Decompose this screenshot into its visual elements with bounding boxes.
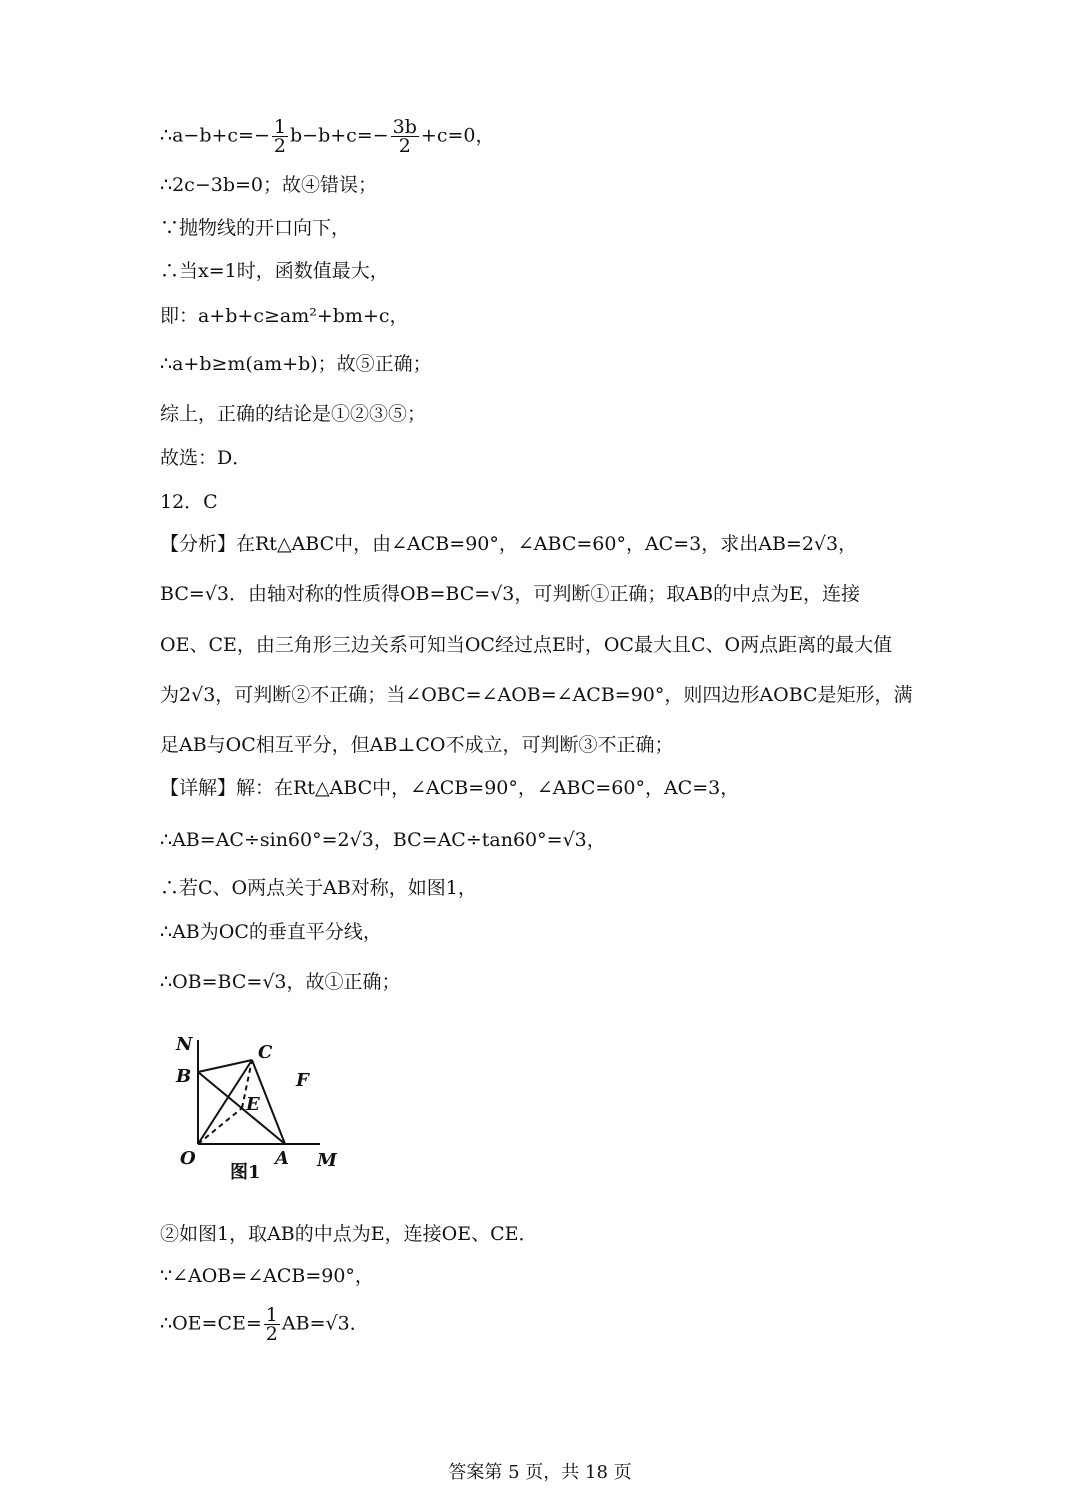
line-10: 【分析】在Rt△ABC中，由∠ACB=90°，∠ABC=60°，AC=3，求出AB=2√3， [160,533,858,555]
line-9: 12．C [160,491,218,513]
line-5: 即：a+b+c≥am²+bm+c， [160,305,409,327]
segment-OE-dashed [198,1108,242,1144]
line-1 [160,118,495,155]
line-16: ∴AB=AC÷sin60°=2√3，BC=AC÷tan60°=√3， [160,829,606,851]
label-C: C [258,1042,273,1063]
label-E: E [246,1094,260,1115]
line-18: ∴AB为OC的垂直平分线， [160,921,382,943]
label-B: B [176,1066,192,1087]
fraction-3b-over-2 [391,118,419,155]
line-2: ∴2c−3b=0；故④错误； [160,174,377,196]
figure-caption: 图1 [230,1162,261,1183]
line-14: 足AB与OC相互平分，但AB⊥CO不成立，可判断③不正确； [160,734,674,756]
line-19: ∴OB=BC=√3，故①正确； [160,971,401,993]
line-6: ∴a+b≥m(am+b)；故⑤正确； [160,353,432,375]
line-15: 【详解】解：在Rt△ABC中，∠ACB=90°，∠ABC=60°，AC=3， [160,777,740,799]
line-8: 故选：D． [160,447,252,469]
line-21: ∵∠AOB=∠ACB=90°， [160,1265,374,1287]
frac-num: 3b [392,116,417,138]
fraction-half [272,118,288,155]
line-13: 为2√3，可判断②不正确；当∠OBC=∠AOB=∠ACB=90°，则四边形AOBC是矩形，满 [160,684,913,706]
l22-pre: ∴OE=CE= [160,1312,262,1335]
frac-den: 2 [398,135,411,157]
l1-pre: ∴a−b+c=− [160,124,270,147]
page-footer: 答案第 5 页，共 18 页 [448,1462,632,1483]
label-N: N [176,1034,193,1055]
line-3: ∵抛物线的开口向下， [160,217,351,239]
fraction-half [264,1306,280,1343]
line-7: 综上，正确的结论是①②③⑤； [160,403,427,425]
line-4: ∴当x=1时，函数值最大， [160,260,389,282]
label-F: F [296,1070,309,1091]
segment-BC [198,1060,252,1072]
line-17: ∴若C、O两点关于AB对称，如图1， [160,877,477,899]
frac-num: 1 [265,1304,278,1326]
frac-den: 2 [265,1323,278,1345]
line-22 [160,1306,369,1343]
label-M: M [317,1150,337,1171]
l1-mid: b−b+c=− [290,124,389,147]
line-20: ②如图1，取AB的中点为E，连接OE、CE． [160,1223,538,1245]
label-A: A [275,1148,289,1169]
l1-post: +c=0， [420,124,495,147]
frac-num: 1 [273,116,286,138]
l22-post: AB=√3． [281,1312,369,1335]
label-O: O [180,1148,196,1169]
segment-OC [198,1060,252,1144]
line-11: BC=√3．由轴对称的性质得OB=BC=√3，可判断①正确；取AB的中点为E，连接 [160,583,860,605]
frac-den: 2 [273,135,286,157]
geometry-figure [170,1030,350,1190]
line-12: OE、CE，由三角形三边关系可知当OC经过点E时，OC最大且C、O两点距离的最大值 [160,634,893,656]
